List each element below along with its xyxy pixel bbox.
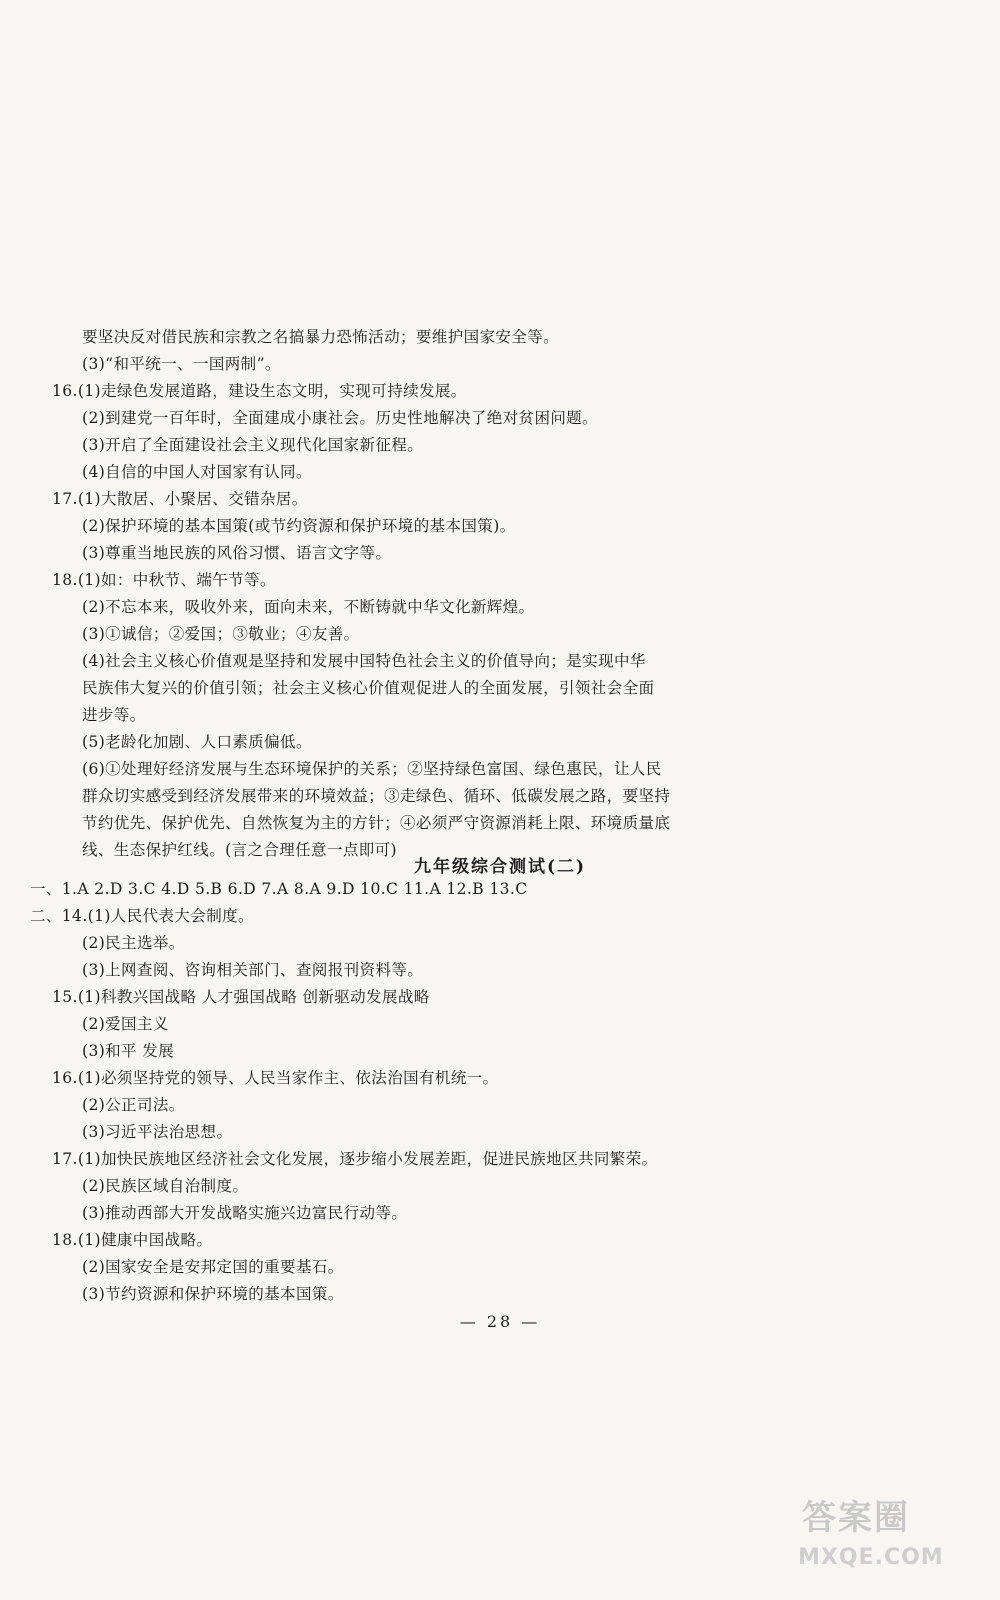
text-line: 18.(1)如：中秋节、端午节等。 bbox=[52, 571, 276, 589]
text-line: (2)民主选举。 bbox=[82, 934, 185, 952]
text-line: (4)自信的中国人对国家有认同。 bbox=[82, 463, 312, 481]
text-line: (2)不忘本来，吸收外来，面向未来，不断铸就中华文化新辉煌。 bbox=[82, 598, 535, 616]
text-line: (3)开启了全面建设社会主义现代化国家新征程。 bbox=[82, 436, 424, 454]
text-line: (2)民族区域自治制度。 bbox=[82, 1177, 249, 1195]
text-line: (2)公正司法。 bbox=[82, 1096, 185, 1114]
text-line: (5)老龄化加剧、人口素质偏低。 bbox=[82, 733, 312, 751]
text-line: 17.(1)加快民族地区经济社会文化发展，逐步缩小发展差距，促进民族地区共同繁荣。 bbox=[52, 1150, 658, 1168]
watermark-logo bbox=[792, 1490, 982, 1570]
watermark-text: 答案圈 bbox=[802, 1498, 910, 1538]
text-line: 一、1.A 2.D 3.C 4.D 5.B 6.D 7.A 8.A 9.D 10.C 11.A 12.B 13.C bbox=[30, 880, 528, 898]
text-line: 15.(1)科教兴国战略 人才强国战略 创新驱动发展战略 bbox=[52, 988, 430, 1006]
text-line: (2)到建党一百年时，全面建成小康社会。历史性地解决了绝对贫困问题。 bbox=[82, 409, 599, 427]
text-line: 群众切实感受到经济发展带来的环境效益；③走绿色、循环、低碳发展之路，要坚持 bbox=[82, 787, 671, 805]
text-line: (2)爱国主义 bbox=[82, 1015, 169, 1033]
text-line: 要坚决反对借民族和宗教之名搞暴力恐怖活动；要维护国家安全等。 bbox=[82, 328, 560, 346]
page-number: — 28 — bbox=[459, 1312, 541, 1331]
text-line: 16.(1)必须坚持党的领导、人民当家作主、依法治国有机统一。 bbox=[52, 1069, 499, 1087]
text-line: (3)习近平法治思想。 bbox=[82, 1123, 233, 1141]
text-line: (3)“和平统一、一国两制”。 bbox=[82, 355, 281, 373]
text-line: 17.(1)大散居、小聚居、交错杂居。 bbox=[52, 490, 308, 508]
text-line: (3)上网查阅、咨询相关部门、查阅报刊资料等。 bbox=[82, 961, 424, 979]
text-line: 节约优先、保护优先、自然恢复为主的方针；④必须严守资源消耗上限、环境质量底 bbox=[82, 814, 671, 832]
text-line: (3)和平 发展 bbox=[82, 1042, 175, 1060]
section-title: 九年级综合测试(二) bbox=[413, 857, 587, 877]
watermark-url: MXQE.COM bbox=[798, 1545, 944, 1570]
text-line: (2)保护环境的基本国策(或节约资源和保护环境的基本国策)。 bbox=[82, 517, 516, 535]
text-line: (3)节约资源和保护环境的基本国策。 bbox=[82, 1285, 344, 1303]
text-line: 民族伟大复兴的价值引领；社会主义核心价值观促进人的全面发展，引领社会全面 bbox=[82, 679, 655, 697]
text-line: 18.(1)健康中国战略。 bbox=[52, 1231, 213, 1249]
text-line: 16.(1)走绿色发展道路，建设生态文明，实现可持续发展。 bbox=[52, 382, 467, 400]
text-line: (3)推动西部大开发战略实施兴边富民行动等。 bbox=[82, 1204, 408, 1222]
text-line: (6)①处理好经济发展与生态环境保护的关系；②坚持绿色富国、绿色惠民，让人民 bbox=[82, 760, 662, 778]
text-line: (2)国家安全是安邦定国的重要基石。 bbox=[82, 1258, 344, 1276]
text-line: (4)社会主义核心价值观是坚持和发展中国特色社会主义的价值导向；是实现中华 bbox=[82, 652, 646, 670]
text-line: 线、生态保护红线。(言之合理任意一点即可) bbox=[82, 841, 397, 859]
text-line: 进步等。 bbox=[82, 706, 146, 724]
text-line: 二、14.(1)人民代表大会制度。 bbox=[30, 907, 254, 925]
text-line: (3)①诚信；②爱国；③敬业；④友善。 bbox=[82, 625, 360, 643]
text-line: (3)尊重当地民族的风俗习惯、语言文字等。 bbox=[82, 544, 392, 562]
